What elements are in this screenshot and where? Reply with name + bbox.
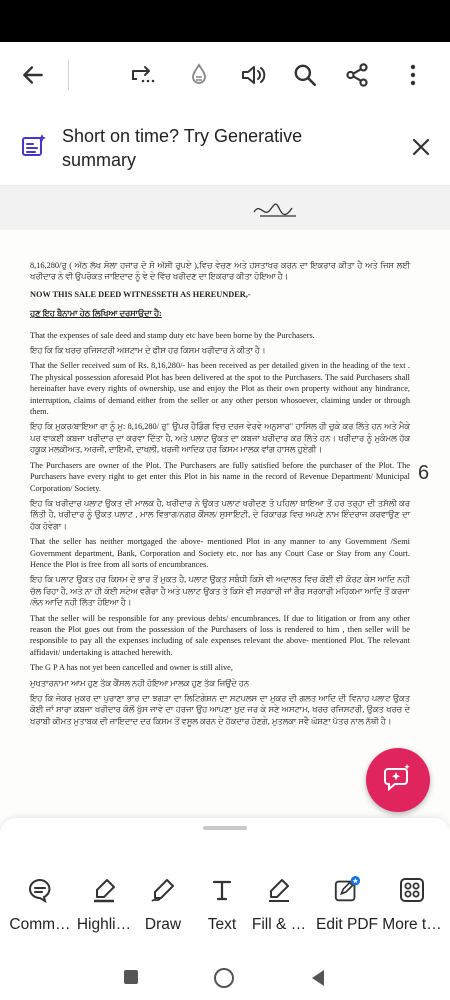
search-icon[interactable]	[286, 56, 324, 94]
doc-paragraph: That the seller will be responsible for any previous debts/ encumbrances. If due to litigation or from any other reason the Plot goes out from the possession of the Purchasers of loss is rendered to him , then seller will be responsible to pay all the expenses including of sale expenses relevant the above- mentioned Plot. The relevant affidavit/ undertaking is attached herewith.	[30, 613, 410, 657]
signature-mark	[250, 194, 310, 224]
speaker-icon[interactable]	[234, 56, 272, 94]
ai-summary-icon	[20, 132, 48, 160]
tool-label: More t…	[382, 916, 442, 933]
highlighter-icon	[90, 876, 118, 904]
ai-assistant-button[interactable]	[366, 748, 430, 812]
nav-home-icon[interactable]	[214, 968, 234, 988]
status-bar	[0, 0, 450, 42]
tool-more-tools[interactable]	[376, 876, 448, 940]
more-vertical-icon[interactable]	[394, 56, 432, 94]
ai-sparkle-chat-icon	[383, 763, 413, 798]
tool-fill-sign[interactable]	[243, 876, 315, 940]
doc-paragraph: ਇਹ ਕਿ ਖਰੀਦਾਰ ਪਲਾਟ ਉਕਤ ਦੀ ਮਾਲਕ ਹੈ, ਖਰੀਦਾਰ ਨੇ ਉਕਤ ਪਲਾਟ ਖਰੀਦਣ ਤੋ ਪਹਿਲਾ ਬਾਇਆ ਤੋਂ ਹਰ ਤਰ੍ਹਾ ਦੀ ਤਸੱਲੀ ਕਰ ਲਿੱਤੀ ਹੈ, ਖਰੀਦਾਰ ਨੂੰ ਉਕਤ ਪਲਾਟ , ਮਾਲ ਵਿਭਾਗ/ਨਗਰ ਕੌਂਸਲ/ ਸੁਸਾਇਟੀ, ਦੇ ਰਿਕਾਰਡ ਵਿਚ ਅਪਣੇ ਨਾਮ ਇੰਦਰਾਜ ਕਰਵਾਉਣ ਦਾ ਹੱਕ ਹੋਵੇਗਾ।	[30, 498, 410, 531]
fill-sign-icon	[265, 876, 293, 904]
edit-pdf-icon	[333, 876, 361, 904]
top-toolbar	[0, 42, 450, 108]
generative-summary-banner[interactable]	[0, 108, 450, 186]
doc-paragraph: The G P A has not yet been cancelled and owner is still alive,	[30, 663, 233, 673]
tool-label: Fill & …	[251, 916, 307, 933]
page-number-indicator: 6	[418, 462, 430, 484]
text-icon	[208, 876, 236, 904]
doc-paragraph: That the seller has neither mortgaged the above- mentioned Plot in any manner to any Government /Semi Government department, Bank, Corporation and Society etc. nor has any Court Case or Stay from any Court. Hence the Plot is free from all sorts of encumbrances.	[30, 537, 410, 569]
document-page	[0, 230, 450, 828]
document-viewer[interactable]	[0, 186, 450, 828]
tool-label: Text	[207, 916, 237, 933]
share-arrow-icon[interactable]	[124, 56, 162, 94]
more-tools-icon	[398, 876, 426, 904]
nav-back-icon[interactable]	[310, 969, 326, 992]
doc-paragraph: ਇਹ ਕਿ ਜੇਕਰ ਮੁਕਰ ਦਾ ਪੁਰਾਣਾ ਭਾਰ ਦਾ ਝਗੜਾ ਦਾ ਲਿਟਿਗੇਸ਼ਨ ਦਾ ਸਟਪਲਸ ਦਾ ਮੁਕਰ ਦੀ ਗਲਤ ਆਦਿ ਦੀ ਵਿਨਾਹ ਪਲਾਟ ਉਕਤ ਕੋਈ ਜਾਂ ਸਾਰਾ ਕਬਜਾ ਖਰੀਦਾਰ ਕੋਲੋਂ ਖੁੱਸ ਜਾਵੇ ਦਾ ਹਰਜਾ ਉਹ ਆਪਣਾ ਖ਼ੁਦ ਜਰ ਕੇ ਸਣੇ ਅਸਟਾਮ, ਖਰਚ ਰਜਿਸਟਰੀ, ਉਕਤ ਖਰਚ ਦੇ ਖਰਾਬੀ ਕੀਮਤ ਮੁਤਾਬਕ ਦੀ ਜ਼ਾਇਦਾਦ ਦਰ ਕਿਸਮ ਤੋਂ ਵਸੂਲ ਕਰਨ ਦੇ ਹੱਕਦਾਰ ਹੋਣਗੇ, ਮੁਤਲਕਾ ਸਵੈ ਘੋਸ਼ਣਾ ਪੱਤਰ ਨਾਲ ਨੱਥੀ ਹੈ।	[30, 694, 410, 726]
comment-icon	[26, 876, 54, 904]
tool-label: Comm…	[9, 916, 71, 933]
doc-paragraph: That the Seller received sum of Rs. 8,16,280/- has been received as per detailed given in the heading of the text . The physical possession aforesaid Plot has been delivered at the spot to the Purchasers. The said Purchasers shall hereinafter have every rights of ownership, use and enjoy the Plot as their own property without any hindrance, interruption, claims of demand either from the seller or any other person whosoever, claiming under or through them.	[30, 361, 410, 417]
doc-paragraph: ਇਹ ਕਿ ਮੁਕਰ/ਬਾਇਆ ਰਾ ਨੂੰ ਮੁ: 8,16,280/ ਰੁ" ਉਪਰ ਹੈਡਿੰਗ ਵਿਚ ਦਰਜ ਵੇਰਵੇ ਅਨੁਸਾਰ" ਹਾਸਿਲ ਹੀ ਚੁਕੇ ਕਰ ਲਿੱਤੇ ਹਨ ਅਤੇ ਮੈਕੇ ਪਰ ਵਾਕਈ ਕਬਜਾ ਖਰੀਦਾਰ ਦਾ ਕਰਵਾ ਦਿੱਤਾ ਹੈ, ਅਤੇ ਪਲਾਟ ਉਕਤ ਦਾ ਕਬਜਾ ਖਰੀਦਾਰ ਕਰ ਲਿੱਤੇ ਹਨ। ਖਰੀਦਾਰ ਨੂੰ ਮੁਕੰਮਲ ਹੱਕ ਹਕੂਕ ਮਲਕੀਅਤ, ਅਰਜੀ, ਦਾਇਮੀ, ਦਾਖਲੀ, ਖਰਜੀ ਆਦਿਕ ਹਰ ਕਿਸਮ ਮਾਲਕ ਵਾਂਗ ਹਾਸਲ ਹੁਏਗੀ।	[30, 422, 410, 455]
doc-heading: ਹੁਣ ਇਹ ਬੈਨਾਮਾ ਹੇਠ ਲਿਖਿਆ ਦਰਸਾਉਦਾ ਹੈ:	[30, 309, 162, 319]
tool-label: Highli…	[76, 916, 132, 933]
drag-handle[interactable]	[203, 826, 247, 830]
bottom-tools-panel	[0, 818, 450, 958]
tool-label: Edit PDF	[315, 916, 378, 933]
close-icon[interactable]	[404, 130, 438, 164]
system-nav-bar	[0, 958, 450, 1000]
ink-drop-icon[interactable]	[180, 56, 218, 94]
share-nodes-icon[interactable]	[338, 56, 376, 94]
doc-paragraph: 8,16,280/ਰੁ ( ਅੱਠ ਲੱਖ ਸੋਲਾ ਹਜਾਰ ਦੋ ਸੋ ਅੱਸੀ ਰੁਪਏ ),ਵਿਚ ਵੇਚਣ ਅਤੇ ਹਸਤਾਖਰ ਕਰਨ ਦਾ ਇਕਰਾਰ ਕੀਤਾ ਹੈ ਅਤੇ ਜਿਸ ਲਈ ਖਰੀਦਾਰ ਨੇ ਵੀ ਉਪਰੋਕਤ ਜਾਇਦਾਦ ਨੂੰ ਵੇ ਦੇ ਵਿੱਚ ਖਰੀਦਣ ਦਾ ਇਕਰਾਰ ਕੀਤਾ ਹੋਇਆ ਹੈ।	[30, 261, 410, 282]
doc-paragraph: The Purchasers are owner of the Plot. The Purchasers are fully satisfied before the purchaser of the Plot. The Purchasers have every right to get enter this Plot in his name in the record of Revenue Department/ Municipal Corporation/ Society.	[30, 460, 410, 493]
banner-text[interactable]: Short on time? Try Generative summary	[62, 126, 303, 170]
doc-paragraph: ਮੁਖਤਾਰਨਾਮਾ ਆਮ ਹੁਣ ਤੱਕ ਕੈਂਸਲ ਨਹੀ ਹੋਇਆ ਮਾਲਕ ਹੁਣ ਤੱਕ ਜਿਉਂਦੇ ਹਨ	[30, 678, 250, 688]
toolbar-divider	[68, 60, 69, 90]
nav-recents-icon[interactable]	[124, 970, 138, 984]
doc-paragraph: ਇਹ ਕਿ ਪਲਾਟ ਉਕਤ ਹਰ ਕਿਸਮ ਦੇ ਭਾਰ ਤੋਂ ਮੁਕਤ ਹੈ, ਪਲਾਟ ਉਕਤ ਸਬੰਧੀ ਕਿਸੇ ਵੀ ਅਦਾਲਤ ਵਿਚ ਕੋਈ ਵੀ ਕੋਰਟ ਕੇਸ ਆਦਿ ਨਹੀ ਚੱਲ ਰਿਹਾ ਹੈ, ਅਤੇ ਨਾ ਹੀ ਕੋਈ ਸਟੇਅ ਵਗੈਰਾ ਹੈ ਅਤੇ ਪਲਾਟ ਉਕਤ ਤੇ ਕਿਸੇ ਵੀ ਸਰਕਾਰੀ ਜਾਂ ਗੈਰ ਸਰਕਾਰੀ ਮਹਿਕਮਾ ਆਦਿ ਤੋਂ ਕਰਜਾ /ਲੋਨ ਆਦਿ ਨਹੀ ਲਿੱਤਾ ਹੋਇਆ ਹੈ।	[30, 575, 410, 608]
tool-label: Draw	[144, 916, 182, 933]
doc-paragraph: That the expenses of sale deed and stamp duty etc have been borne by the Purchasers.	[30, 330, 315, 340]
back-arrow-icon[interactable]	[14, 56, 52, 94]
document-text	[30, 260, 410, 731]
doc-paragraph: ਇਹ ਕਿ ਕਿ ਖਰਚ ਰਜਿਸਟਰੀ ਅਸ਼ਟਾਮ ਦੇ ਫੀਸ ਹਰ ਕਿਸਮ ਖਰੀਦਾਰ ਨੇ ਕੀਤਾ ਹੈ।	[30, 346, 266, 356]
doc-witnesseth: NOW THIS SALE DEED WITNESSETH AS HEREUNDER,-	[30, 289, 251, 299]
draw-pencil-icon	[149, 876, 177, 904]
